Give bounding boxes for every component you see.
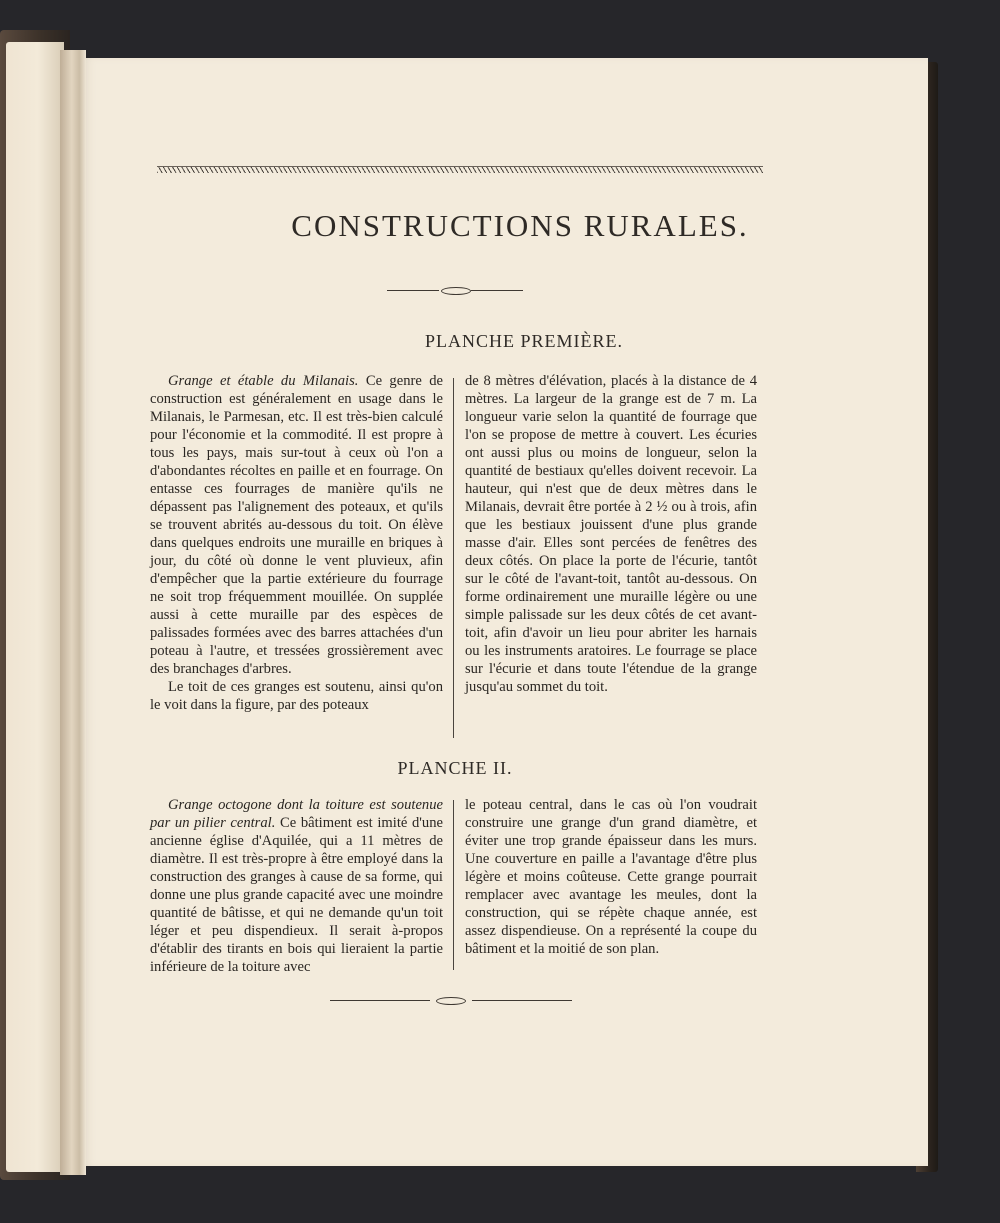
plate-2-right-column	[465, 796, 757, 958]
plate-1-right-column	[465, 372, 757, 696]
page-gutter	[60, 50, 86, 1175]
book-page	[80, 58, 928, 1166]
plate-2-left-text: Ce bâtiment est imité d'une ancienne église d'Aquilée, qui a 11 mètres de diamètre. Il est très-propre à être employé dans la construction des granges à cause de sa forme, qui donne une plus grande capacité avec une moindre quantité de bâtisse, et qui ne demande qu'un toit léger et peu dispendieux. Il serait à-propos d'établir des tirants en bois qui lieraient la partie inférieure de la toiture avec	[150, 815, 443, 975]
plate-1-left-text: Ce genre de construction est généralement en usage dans le Milanais, le Parmesan, etc. Il est très-bien calculé pour l'économie et la commodité. Il est propre à tous les pays, mais sur-tout à ceux où l'on a d'abondantes récoltes en paille et en fourrage. On entasse ces fourrages de manière qu'ils ne dépassent pas l'alignement des poteaux, et qu'ils se trouvent abrités au-dessous du toit. On élève dans quelques endroits une muraille en briques à jour, du côté où donne le vent pluvieux, afin d'empêcher que la partie extérieure du fourrage ne soit trop fréquemment mouillée. On supplée aussi à cette muraille par des espèces de palissades formées avec des barres attachées d'un poteau à l'autre, et tressées grossièrement avec des branchages d'arbres.	[150, 373, 443, 677]
top-ornamental-rule	[157, 166, 763, 173]
plate-2-left-column	[150, 796, 443, 976]
title-ornament	[387, 286, 523, 296]
plate-1-paragraph-1	[150, 372, 443, 678]
plate-1-lead: Grange et étable du Milanais.	[168, 373, 359, 389]
plate-2-lead: Grange octogone dont la toiture est soutenue par un pilier central.	[150, 797, 443, 831]
plate-1-heading: PLANCHE PREMIÈRE.	[424, 331, 623, 351]
plate-2-heading: PLANCHE II.	[397, 758, 513, 778]
plate-1-left-column	[150, 372, 443, 714]
plate-2-paragraph	[150, 796, 443, 976]
plate-1-right-text: de 8 mètres d'élévation, placés à la distance de 4 mètres. La largeur de la grange est de 7 m. La longueur varie selon la quantité de fourrage que l'on se propose de mettre à couvert. Les écuries ont aussi plus ou moins de longueur, selon la quantité de bestiaux qu'elles doivent recevoir. La hauteur, qui n'est que de deux mètres dans le Milanais, devrait être portée à 2 ½ ou à trois, afin que les bestiaux jouissent d'une plus grande masse d'air. Elles sont percées de fenêtres des deux côtés. On place la porte de l'écurie, tantôt sur le côté de l'avant-toit, tantôt au-dessous. On forme ordinairement une muraille légère ou une simple palissade sur les deux côtés de cet avant-toit, afin d'avoir un lieu pour abriter les harnais ou les instruments aratoires. Le fourrage se place sur l'écurie et dans toute l'étendue de la grange jusqu'au sommet du toit.	[465, 373, 757, 695]
plate-2-right-text: le poteau central, dans le cas où l'on voudrait construire une grange d'un grand diamètre, et éviter une trop grande épaisseur dans les murs. Une couverture en paille a l'avantage d'être plus légère et moins coûteuse. Cette grange pourrait remplacer avec avantage les meules, dont la construction, qui se répète chaque année, est assez dispendieuse. On a représenté la coupe du bâtiment et la moitié de son plan.	[465, 797, 757, 957]
left-page-edge	[6, 42, 64, 1172]
bottom-ornament	[330, 996, 572, 1006]
plate-1-paragraph-2: Le toit de ces granges est soutenu, ainsi qu'on le voit dans la figure, par des poteaux	[150, 679, 443, 713]
plate-2-column-rule	[453, 800, 454, 970]
page-title: CONSTRUCTIONS RURALES.	[291, 208, 749, 243]
plate-1-column-rule	[453, 378, 454, 738]
